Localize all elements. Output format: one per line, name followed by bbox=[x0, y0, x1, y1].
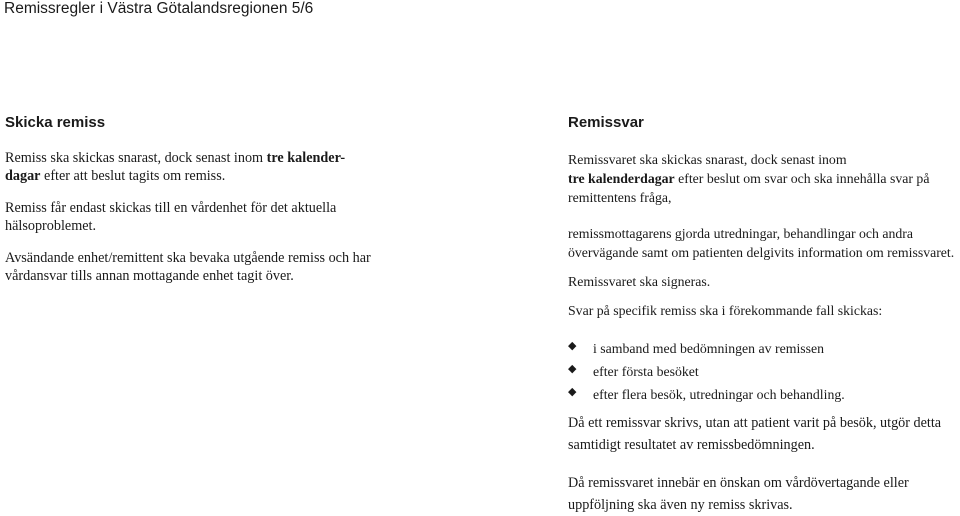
paragraph-responsibility: Avsändande enhet/remittent ska bevaka utgående remiss och har vårdansvar tills annan mottagande enhet tagit över. bbox=[5, 250, 371, 284]
paragraph-text: efter beslut om svar och ska innehålla svar på remittentens fråga, bbox=[568, 171, 930, 205]
emphasis-text: dagar bbox=[5, 168, 41, 184]
paragraph-deadline bbox=[568, 150, 960, 207]
paragraph-when: Svar på specifik remiss ska i förekommande fall skickas: bbox=[568, 303, 883, 318]
bullet-icon: ◆ bbox=[568, 363, 577, 375]
section-remissvar bbox=[568, 114, 960, 516]
emphasis-text: tre kalenderdagar bbox=[568, 171, 675, 186]
page-header: Remissregler i Västra Götalandsregionen 5/6 bbox=[4, 0, 314, 17]
list-item bbox=[568, 383, 960, 406]
list-item-text: i samband med bedömningen av remissen bbox=[593, 341, 825, 356]
paragraph-without-visit: Då ett remissvar skrivs, utan att patient varit på besök, utgör detta samtidigt resultatet av remissbedömningen. bbox=[568, 415, 942, 453]
section-skicka-remiss bbox=[5, 114, 395, 299]
paragraph-deadline bbox=[5, 149, 395, 185]
list-item bbox=[568, 337, 960, 360]
list-item-text: efter flera besök, utredningar och behandling. bbox=[593, 387, 845, 402]
list-item-text: efter första besöket bbox=[593, 364, 699, 379]
bullet-icon: ◆ bbox=[568, 386, 577, 398]
paragraph-takeover: Då remissvaret innebär en önskan om vårdövertagande eller uppföljning ska även ny remiss skrivas. bbox=[568, 475, 909, 513]
paragraph-signing: Remissvaret ska signeras. bbox=[568, 274, 711, 289]
paragraph-text: efter att beslut tagits om remiss. bbox=[40, 168, 226, 184]
paragraph-text: Remissvaret ska skickas snarast, dock senast inom bbox=[568, 152, 847, 167]
paragraph-text: Remiss ska skickas snarast, dock senast inom bbox=[5, 150, 267, 166]
section-heading: Skicka remiss bbox=[5, 114, 106, 131]
list-item bbox=[568, 360, 960, 383]
paragraph-content: remissmottagarens gjorda utredningar, behandlingar och andra övervägande samt om patienten delgivits information om remissvaret. bbox=[568, 226, 955, 260]
paragraph-single-unit: Remiss får endast skickas till en vårdenhet för det aktuella hälsoproblemet. bbox=[5, 200, 337, 234]
bullet-icon: ◆ bbox=[568, 340, 577, 352]
section-heading: Remissvar bbox=[568, 114, 644, 131]
emphasis-text: tre kalender- bbox=[266, 150, 346, 166]
bullet-list bbox=[568, 337, 960, 406]
